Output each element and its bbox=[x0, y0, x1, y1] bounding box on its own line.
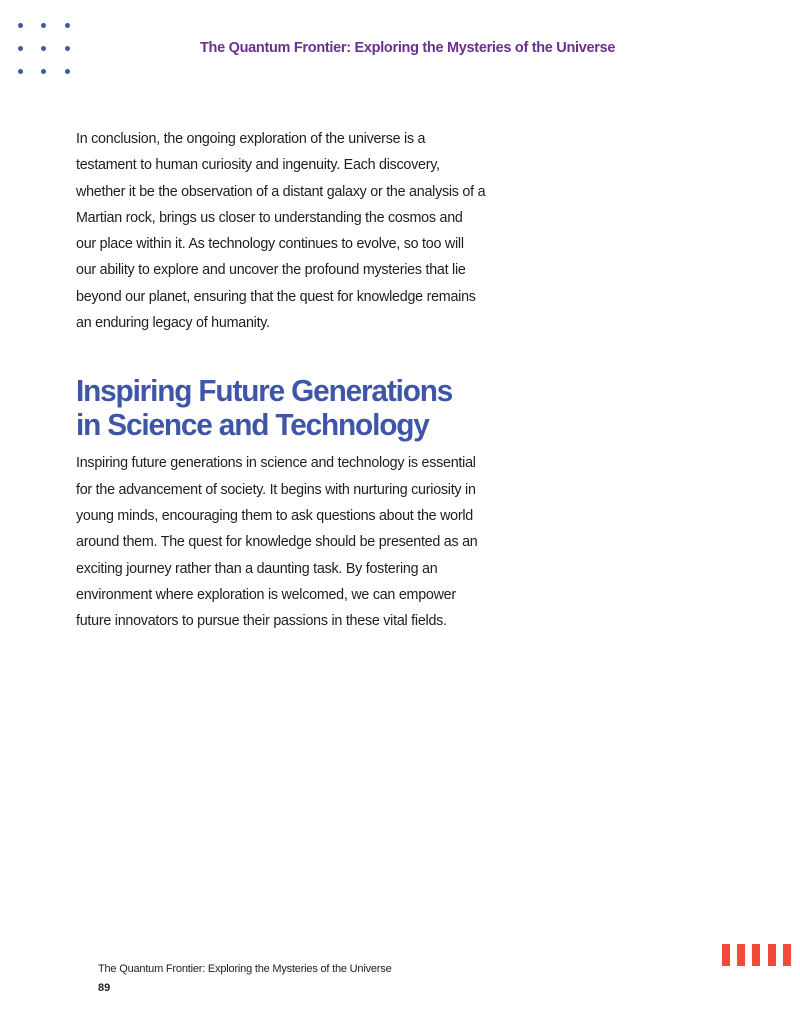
dot bbox=[65, 69, 70, 74]
bar bbox=[737, 944, 745, 966]
section-heading: Inspiring Future Generations in Science and Technology bbox=[76, 373, 453, 443]
decorative-dot-grid bbox=[18, 23, 78, 83]
dot bbox=[18, 69, 23, 74]
dot bbox=[41, 23, 46, 28]
dot bbox=[65, 46, 70, 51]
decorative-bars bbox=[722, 944, 792, 966]
dot bbox=[41, 46, 46, 51]
bar bbox=[752, 944, 760, 966]
paragraph-inspiring: Inspiring future generations in science and technology is essential for the advancement of society. It begins with nurturing curiosity in young minds, encouraging them to ask questions about the world around them. The quest for knowledge should be presented as an exciting journey rather than a daunting task. By fostering an environment where exploration is welcomed, we can empower future innovators to pursue their passions in these vital fields. bbox=[76, 455, 478, 630]
page-number: 89 bbox=[98, 982, 111, 994]
dot bbox=[18, 46, 23, 51]
dot bbox=[18, 23, 23, 28]
main-content bbox=[76, 126, 486, 634]
bar bbox=[783, 944, 791, 966]
dot bbox=[65, 23, 70, 28]
dot bbox=[41, 69, 46, 74]
paragraph-conclusion: In conclusion, the ongoing exploration of the universe is a testament to human curiosity and ingenuity. Each discovery, whether it be the observation of a distant galaxy or the analysis of a Martian rock, brings us closer to understanding the cosmos and our place within it. As technology continues to evolve, so too will our ability to explore and uncover the profound mysteries that lie beyond our planet, ensuring that the quest for knowledge remains an enduring legacy of humanity. bbox=[76, 131, 486, 332]
footer-title: The Quantum Frontier: Exploring the Mysteries of the Universe bbox=[98, 963, 392, 975]
running-header-title: The Quantum Frontier: Exploring the Mysteries of the Universe bbox=[200, 40, 616, 56]
bar bbox=[768, 944, 776, 966]
bar bbox=[722, 944, 730, 966]
